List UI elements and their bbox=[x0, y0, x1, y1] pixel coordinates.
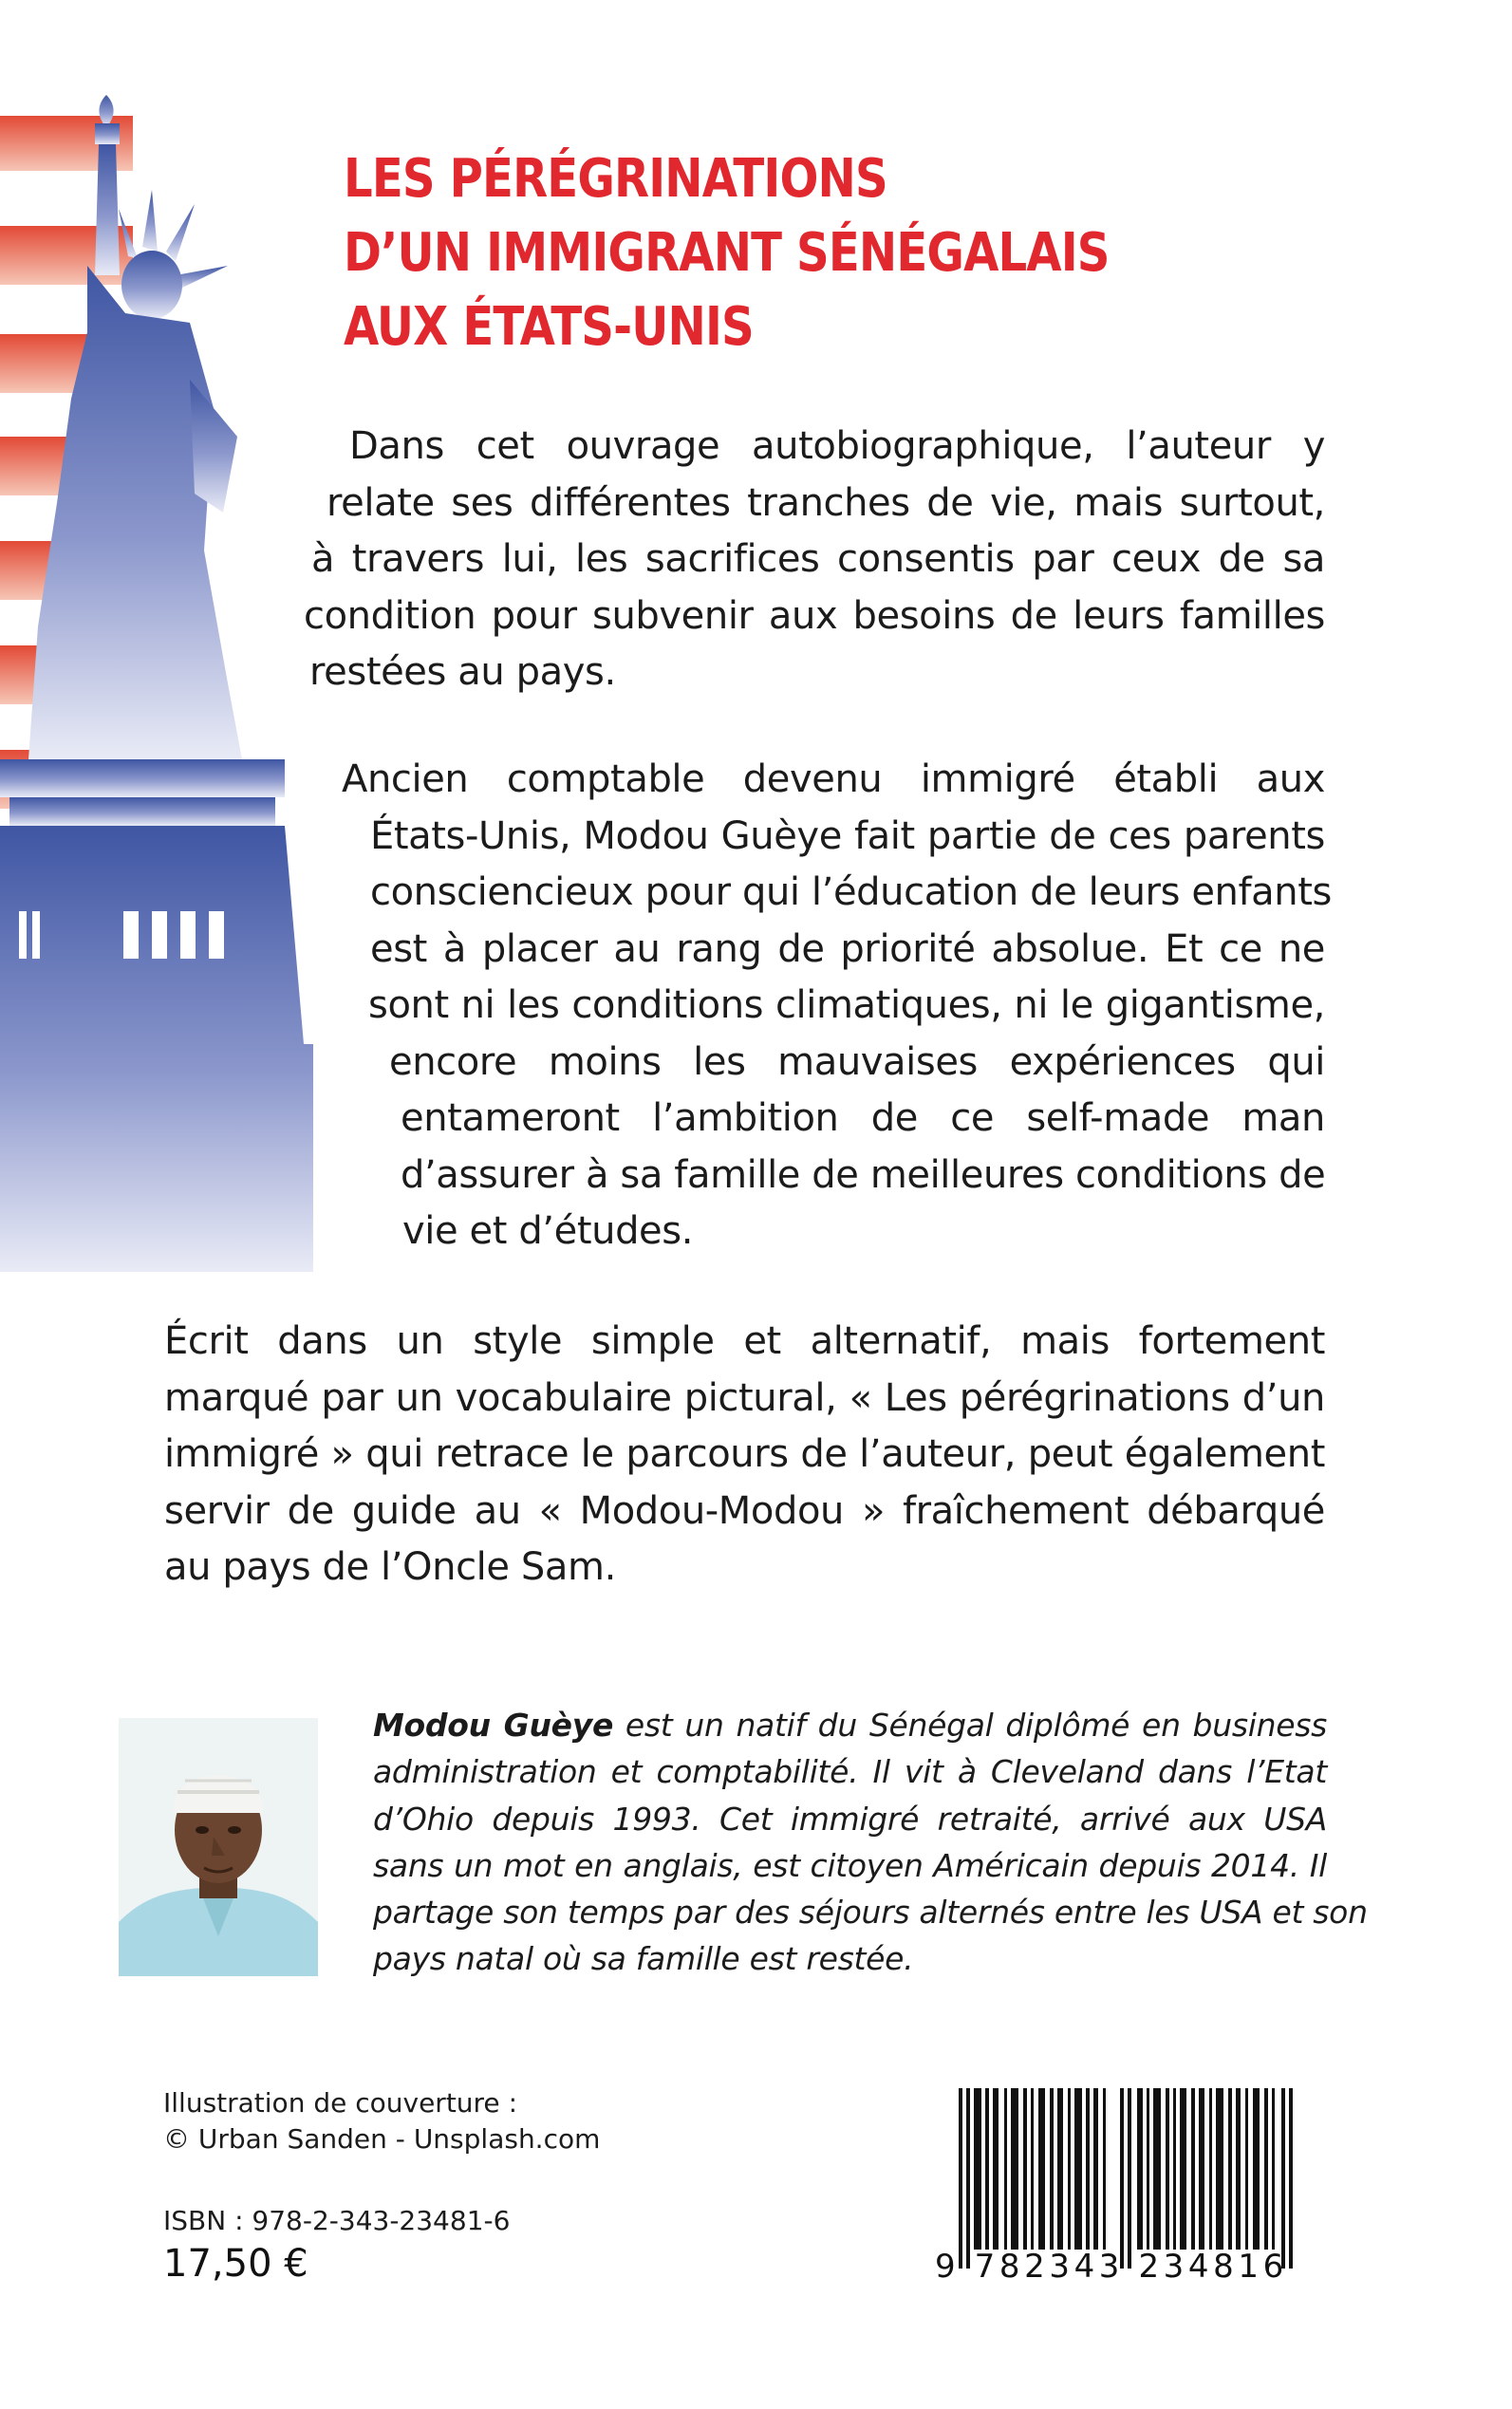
text-line: d’Ohio depuis 1993. Cet immigré retraité, arrivé aux USA bbox=[373, 1800, 1327, 1838]
text-line: est à placer au rang de priorité absolue. Et ce ne bbox=[370, 926, 1325, 971]
text-line: vie et d’études. bbox=[402, 1209, 694, 1253]
title-line: LES PÉRÉGRINATIONS bbox=[344, 148, 887, 210]
text-line: entameront l’ambition de ce self-made man bbox=[401, 1096, 1325, 1140]
author-bio bbox=[373, 1702, 1368, 1983]
text-line: Ancien comptable devenu immigré établi aux bbox=[342, 757, 1325, 801]
text-line: immigré » qui retrace le parcours de l’auteur, peut également bbox=[164, 1432, 1325, 1476]
text-line: restées au pays. bbox=[309, 650, 616, 694]
text-line: pays natal où sa famille est restée. bbox=[373, 1940, 914, 1978]
text-line bbox=[373, 1702, 1327, 1748]
price: 17,50 € bbox=[163, 2242, 308, 2286]
text-line: sans un mot en anglais, est citoyen Américain depuis 2014. Il bbox=[373, 1846, 1327, 1884]
bio-first-line: est un natif du Sénégal diplômé en business bbox=[613, 1707, 1327, 1744]
barcode-digits: 9 782343 234816 bbox=[935, 2248, 1288, 2286]
text-line: encore moins les mauvaises expériences qui bbox=[389, 1039, 1325, 1084]
text-line: d’assurer à sa famille de meilleures conditions de bbox=[401, 1152, 1326, 1197]
title-line: D’UN IMMIGRANT SÉNÉGALAIS bbox=[344, 222, 1110, 284]
title-line: AUX ÉTATS-UNIS bbox=[344, 296, 754, 358]
cover-illustration-credit: © Urban Sanden - Unsplash.com bbox=[163, 2123, 601, 2155]
text-line: consciencieux pour qui l’éducation de leurs enfants bbox=[370, 870, 1332, 914]
text-line: Dans cet ouvrage autobiographique, l’auteur y bbox=[349, 424, 1325, 468]
summary-paragraph-2 bbox=[342, 752, 1332, 1261]
summary-paragraph-3 bbox=[164, 1314, 1325, 1597]
summary-paragraph-1 bbox=[304, 419, 1325, 701]
text-line: États-Unis, Modou Guèye fait partie de ces parents bbox=[370, 813, 1325, 858]
text-line: sont ni les conditions climatiques, ni le gigantisme, bbox=[368, 983, 1325, 1027]
text-line: condition pour subvenir aux besoins de leurs familles bbox=[304, 593, 1325, 638]
text-line: servir de guide au « Modou-Modou » fraîchement débarqué bbox=[164, 1488, 1325, 1533]
text-line: relate ses différentes tranches de vie, mais surtout, bbox=[327, 480, 1325, 525]
author-name: Modou Guèye bbox=[373, 1707, 614, 1744]
book-title bbox=[344, 142, 1241, 364]
text-line: administration et comptabilité. Il vit à Cleveland dans l’Etat bbox=[373, 1753, 1327, 1791]
text-line: partage son temps par des séjours alternés entre les USA et son bbox=[373, 1894, 1368, 1932]
text-line: marqué par un vocabulaire pictural, « Les pérégrinations d’un bbox=[164, 1375, 1325, 1420]
isbn: ISBN : 978-2-343-23481-6 bbox=[163, 2205, 511, 2236]
text-line: au pays de l’Oncle Sam. bbox=[164, 1545, 616, 1589]
text-line: Écrit dans un style simple et alternatif, mais fortement bbox=[164, 1319, 1325, 1363]
barcode bbox=[959, 2088, 1300, 2269]
text-line: à travers lui, les sacrifices consentis par ceux de sa bbox=[311, 537, 1325, 581]
cover-illustration-label: Illustration de couverture : bbox=[163, 2087, 517, 2119]
author-photo bbox=[119, 1718, 318, 1976]
